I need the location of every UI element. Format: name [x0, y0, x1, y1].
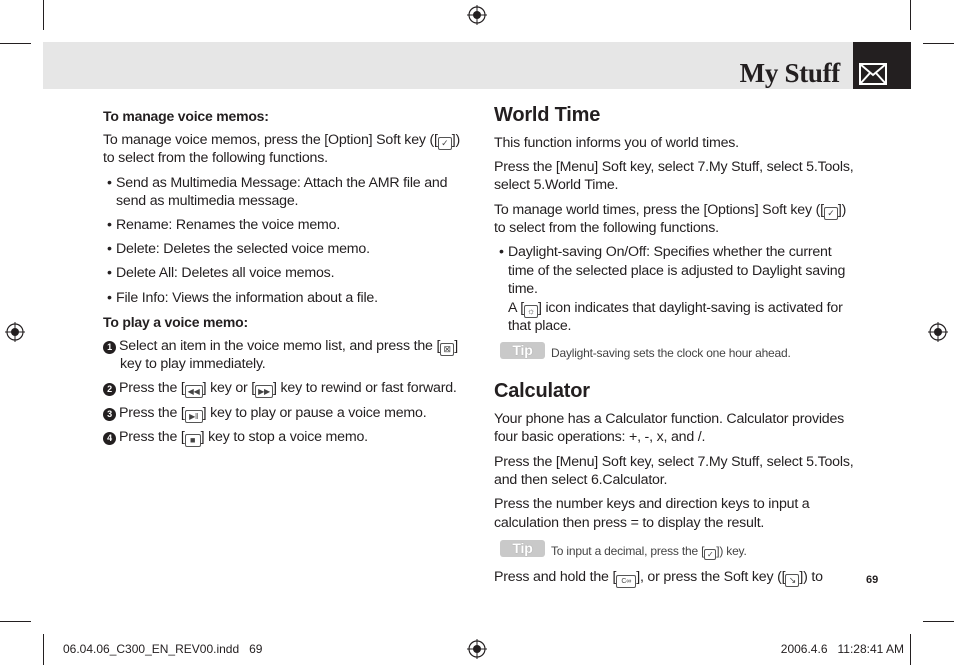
- crop-mark: [43, 634, 44, 665]
- world-p2: Press the [Menu] Soft key, select 7.My Stuff, select 5.Tools,: [494, 159, 854, 175]
- registration-mark-icon: [467, 639, 487, 659]
- play-heading: To play a voice memo:: [103, 314, 248, 330]
- registration-mark-icon: [928, 322, 948, 342]
- crop-mark: [923, 621, 954, 622]
- calc-p2-line2: and then select 6.Calculator.: [494, 472, 668, 488]
- soft-key-icon: ↘: [785, 574, 799, 587]
- calc-p3-line2: calculation then press = to display the result.: [494, 515, 765, 531]
- world-time-title: World Time: [494, 104, 601, 126]
- list-item: •: [107, 175, 112, 191]
- crop-mark: [0, 621, 31, 622]
- soft-key-icon: ✓: [704, 549, 716, 560]
- list-item-text: Daylight-saving On/Off: Specifies whether the current: [508, 244, 832, 260]
- daylight-saving-icon: ☼: [524, 305, 538, 318]
- list-item-text: that place.: [508, 318, 572, 334]
- clear-key-icon: C∞: [616, 575, 636, 588]
- text: To input a decimal, press the [: [551, 544, 705, 558]
- text: ]): [837, 202, 847, 218]
- text: ]) to: [799, 569, 823, 585]
- list-item-text: send as multimedia message.: [116, 193, 299, 209]
- calc-p1: Your phone has a Calculator function. Calculator provides: [494, 411, 845, 427]
- tip-badge: Tip: [500, 540, 545, 557]
- soft-key-icon: ✓: [824, 207, 838, 220]
- crop-mark: [910, 0, 911, 30]
- soft-key-icon: ✓: [438, 137, 452, 150]
- text: A [: [508, 300, 524, 316]
- tip-text: Daylight-saving sets the clock one hour ahead.: [551, 346, 791, 360]
- text: Press the [: [119, 405, 185, 421]
- step-1-line2: key to play immediately.: [120, 356, 266, 372]
- list-item-text: File Info: Views the information about a file.: [116, 290, 378, 306]
- registration-mark-icon: [5, 322, 25, 342]
- list-item: •: [107, 265, 112, 281]
- list-item-text: time.: [508, 281, 538, 297]
- ok-key-icon: ⊠: [440, 343, 454, 356]
- calc-p3: Press the number keys and direction keys to input a: [494, 496, 810, 512]
- list-item-text: Send as Multimedia Message: Attach the AMR file and: [116, 175, 448, 191]
- calc-p1-line2: four basic operations: +, -, x, and /.: [494, 429, 706, 445]
- manage-intro: [103, 131, 460, 150]
- crop-mark: [0, 43, 31, 44]
- list-item-text: Rename: Renames the voice memo.: [116, 217, 341, 233]
- crop-mark: [923, 43, 954, 44]
- text: Press the [: [119, 380, 185, 396]
- text: Press and hold the [: [494, 569, 617, 585]
- list-item-text: Delete: Deletes the selected voice memo.: [116, 241, 370, 257]
- text: ] key to rewind or fast forward.: [273, 380, 457, 396]
- step-number-icon: 4: [103, 432, 116, 445]
- footer-timestamp: 2006.4.6 11:28:41 AM: [780, 642, 904, 656]
- list-item: •: [499, 244, 504, 260]
- text: ] key to stop a voice memo.: [200, 429, 368, 445]
- fast-forward-key-icon: ▶▶: [255, 385, 273, 398]
- list-item: •: [107, 290, 112, 306]
- page-title: My Stuff: [739, 58, 840, 88]
- calculator-title: Calculator: [494, 380, 590, 402]
- world-p2-line2: select 5.World Time.: [494, 177, 619, 193]
- step-number-icon: 2: [103, 383, 116, 396]
- step-4: [103, 428, 368, 447]
- text: ]) key.: [716, 544, 747, 558]
- text: ]): [451, 132, 461, 148]
- step-number-icon: 3: [103, 408, 116, 421]
- text: Select an item in the voice memo list, and press the [: [119, 338, 441, 354]
- stop-key-icon: ■: [185, 434, 201, 447]
- step-2: [103, 379, 457, 398]
- list-item-text: time of the selected place is adjusted to Daylight saving: [508, 263, 846, 279]
- list-item-text: [508, 299, 843, 318]
- list-item: •: [107, 241, 112, 257]
- calc-p2: Press the [Menu] Soft key, select 7.My Stuff, select 5.Tools,: [494, 454, 854, 470]
- list-item: •: [107, 217, 112, 233]
- manage-heading: To manage voice memos:: [103, 108, 269, 124]
- text: ]: [454, 338, 458, 354]
- step-number-icon: 1: [103, 341, 116, 354]
- crop-mark: [43, 0, 44, 30]
- text: To manage world times, press the [Options] Soft key ([: [494, 202, 824, 218]
- list-item-text: Delete All: Deletes all voice memos.: [116, 265, 335, 281]
- text: Press the [: [119, 429, 185, 445]
- world-p3-line2: to select from the following functions.: [494, 220, 719, 236]
- step-3: [103, 404, 426, 423]
- tip-badge: Tip: [500, 342, 545, 359]
- text: ], or press the Soft key ([: [636, 569, 786, 585]
- tip-text: [551, 542, 747, 560]
- page-number: 69: [866, 574, 879, 586]
- text: ] icon indicates that daylight-saving is activated for: [537, 300, 843, 316]
- footer-file-name: 06.04.06_C300_EN_REV00.indd 69: [63, 642, 263, 656]
- crop-mark: [910, 634, 911, 665]
- world-p3: [494, 201, 846, 220]
- envelope-icon: [859, 63, 887, 85]
- play-pause-key-icon: ▶‖: [185, 410, 203, 423]
- rewind-key-icon: ◀◀: [185, 385, 203, 398]
- calc-p4: [494, 568, 823, 588]
- text: To manage voice memos, press the [Option] Soft key ([: [103, 132, 438, 148]
- registration-mark-icon: [467, 5, 487, 25]
- world-p1: This function informs you of world times.: [494, 135, 739, 151]
- text: ] key to play or pause a voice memo.: [202, 405, 427, 421]
- step-1: [103, 337, 458, 356]
- header-icon-box: [853, 42, 911, 89]
- manage-intro-line2: to select from the following functions.: [103, 150, 328, 166]
- text: ] key or [: [202, 380, 256, 396]
